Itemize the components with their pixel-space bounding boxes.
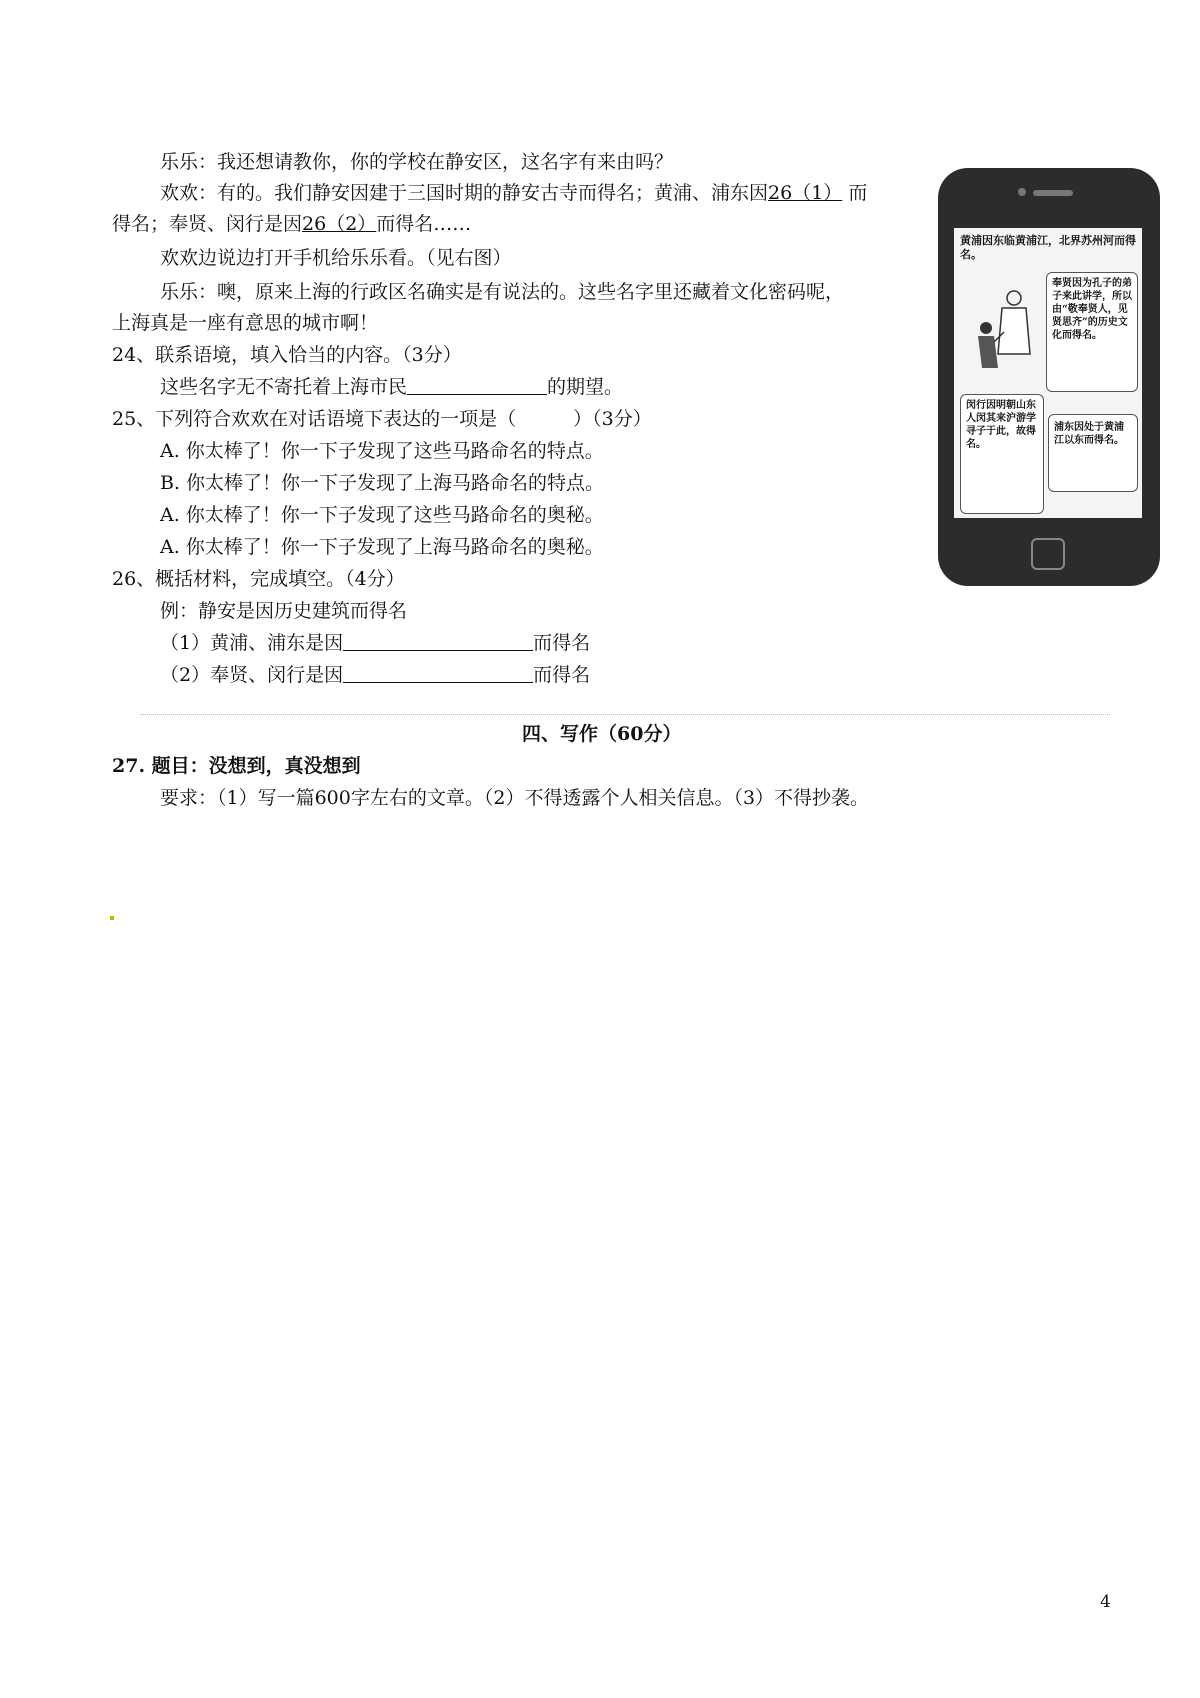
dialogue-huanhuan-1 [160,181,867,205]
question-26-example: 例：静安是因历史建筑而得名 [160,600,408,622]
answer-blank[interactable] [343,664,533,683]
answer-blank[interactable] [407,376,547,395]
caption-box-minhang [960,394,1044,514]
page-number: 4 [1100,1592,1111,1612]
option-a1[interactable]: A. 你太棒了！你一下子发现了这些马路命名的特点。 [160,440,604,462]
q26-text: （2）奉贤、闵行是因 [160,664,344,686]
dialogue-text: 欢欢：有的。我们静安因建于三国时期的静安古寺而得名；黄浦、浦东因 [160,182,769,204]
dialogue-lele-2b: 上海真是一座有意思的城市啊！ [112,312,379,334]
dialogue-text: 而 [848,182,868,204]
dialogue-lele-2a: 乐乐：噢，原来上海的行政区名确实是有说法的。这些名字里还藏着文化密码呢， [160,281,845,303]
question-27-requirements: 要求：（1）写一篇600字左右的文章。（2）不得透露个人相关信息。（3）不得抄袭。 [160,787,870,809]
question-24-line [160,375,623,399]
section-divider [140,714,1110,715]
blank-ref-26-2: 26（2） [302,213,377,235]
question-27-title: 27. 题目：没想到，真没想到 [112,755,361,777]
question-26-stem: 26、概括材料，完成填空。（4分） [112,568,405,590]
q26-text: （1）黄浦、浦东是因 [160,632,344,654]
question-25-stem: 25、下列符合欢欢在对话语境下表达的一项是（ ）（3分） [112,408,652,430]
caption-pudong: 浦东因处于黄浦江以东而得名。 [1054,422,1124,446]
dialogue-text: 得名；奉贤、闵行是因 [112,213,303,235]
q24-text: 的期望。 [547,376,624,398]
option-b[interactable]: B. 你太棒了！你一下子发现了上海马路命名的特点。 [160,472,605,494]
dialogue-huanhuan-2 [112,212,471,236]
q26-text: 而得名 [533,632,591,654]
phone-screen [954,228,1142,518]
caption-box-pudong [1048,414,1138,492]
option-a3[interactable]: A. 你太棒了！你一下子发现了上海马路命名的奥秘。 [160,536,604,558]
confucius-figure-icon [964,284,1042,384]
caption-fengxian: 奉贤因为孔子的弟子来此讲学，所以由“敬奉贤人，见贤思齐”的历史文化而得名。 [1052,278,1132,341]
q24-text: 这些名字无不寄托着上海市民 [160,376,408,398]
caption-minhang: 闵行因明朝山东人闵其来沪游学寻子于此，故得名。 [966,400,1036,450]
home-button-icon [1031,538,1065,570]
camera-icon [1018,188,1026,196]
caption-huangpu: 黄浦因东临黄浦江，北界苏州河而得名。 [960,234,1136,261]
phone-illustration [938,168,1160,586]
answer-blank[interactable] [343,632,533,651]
speaker-icon [1033,190,1073,196]
speck [110,916,114,920]
option-a2[interactable]: A. 你太棒了！你一下子发现了这些马路命名的奥秘。 [160,504,604,526]
q26-text: 而得名 [533,664,591,686]
dialogue-text: 而得名…… [376,213,472,235]
section-4-title: 四、写作（60分） [522,723,682,745]
question-26-item-2 [160,663,590,687]
caption-box-fengxian [1046,272,1138,392]
dialogue-narration: 欢欢边说边打开手机给乐乐看。（见右图） [160,247,512,269]
question-24-stem: 24、联系语境，填入恰当的内容。（3分） [112,344,462,366]
dialogue-lele-1: 乐乐：我还想请教你，你的学校在静安区，这名字有来由吗？ [160,151,674,173]
blank-ref-26-1: 26（1） [768,182,843,204]
question-26-item-1 [160,631,590,655]
